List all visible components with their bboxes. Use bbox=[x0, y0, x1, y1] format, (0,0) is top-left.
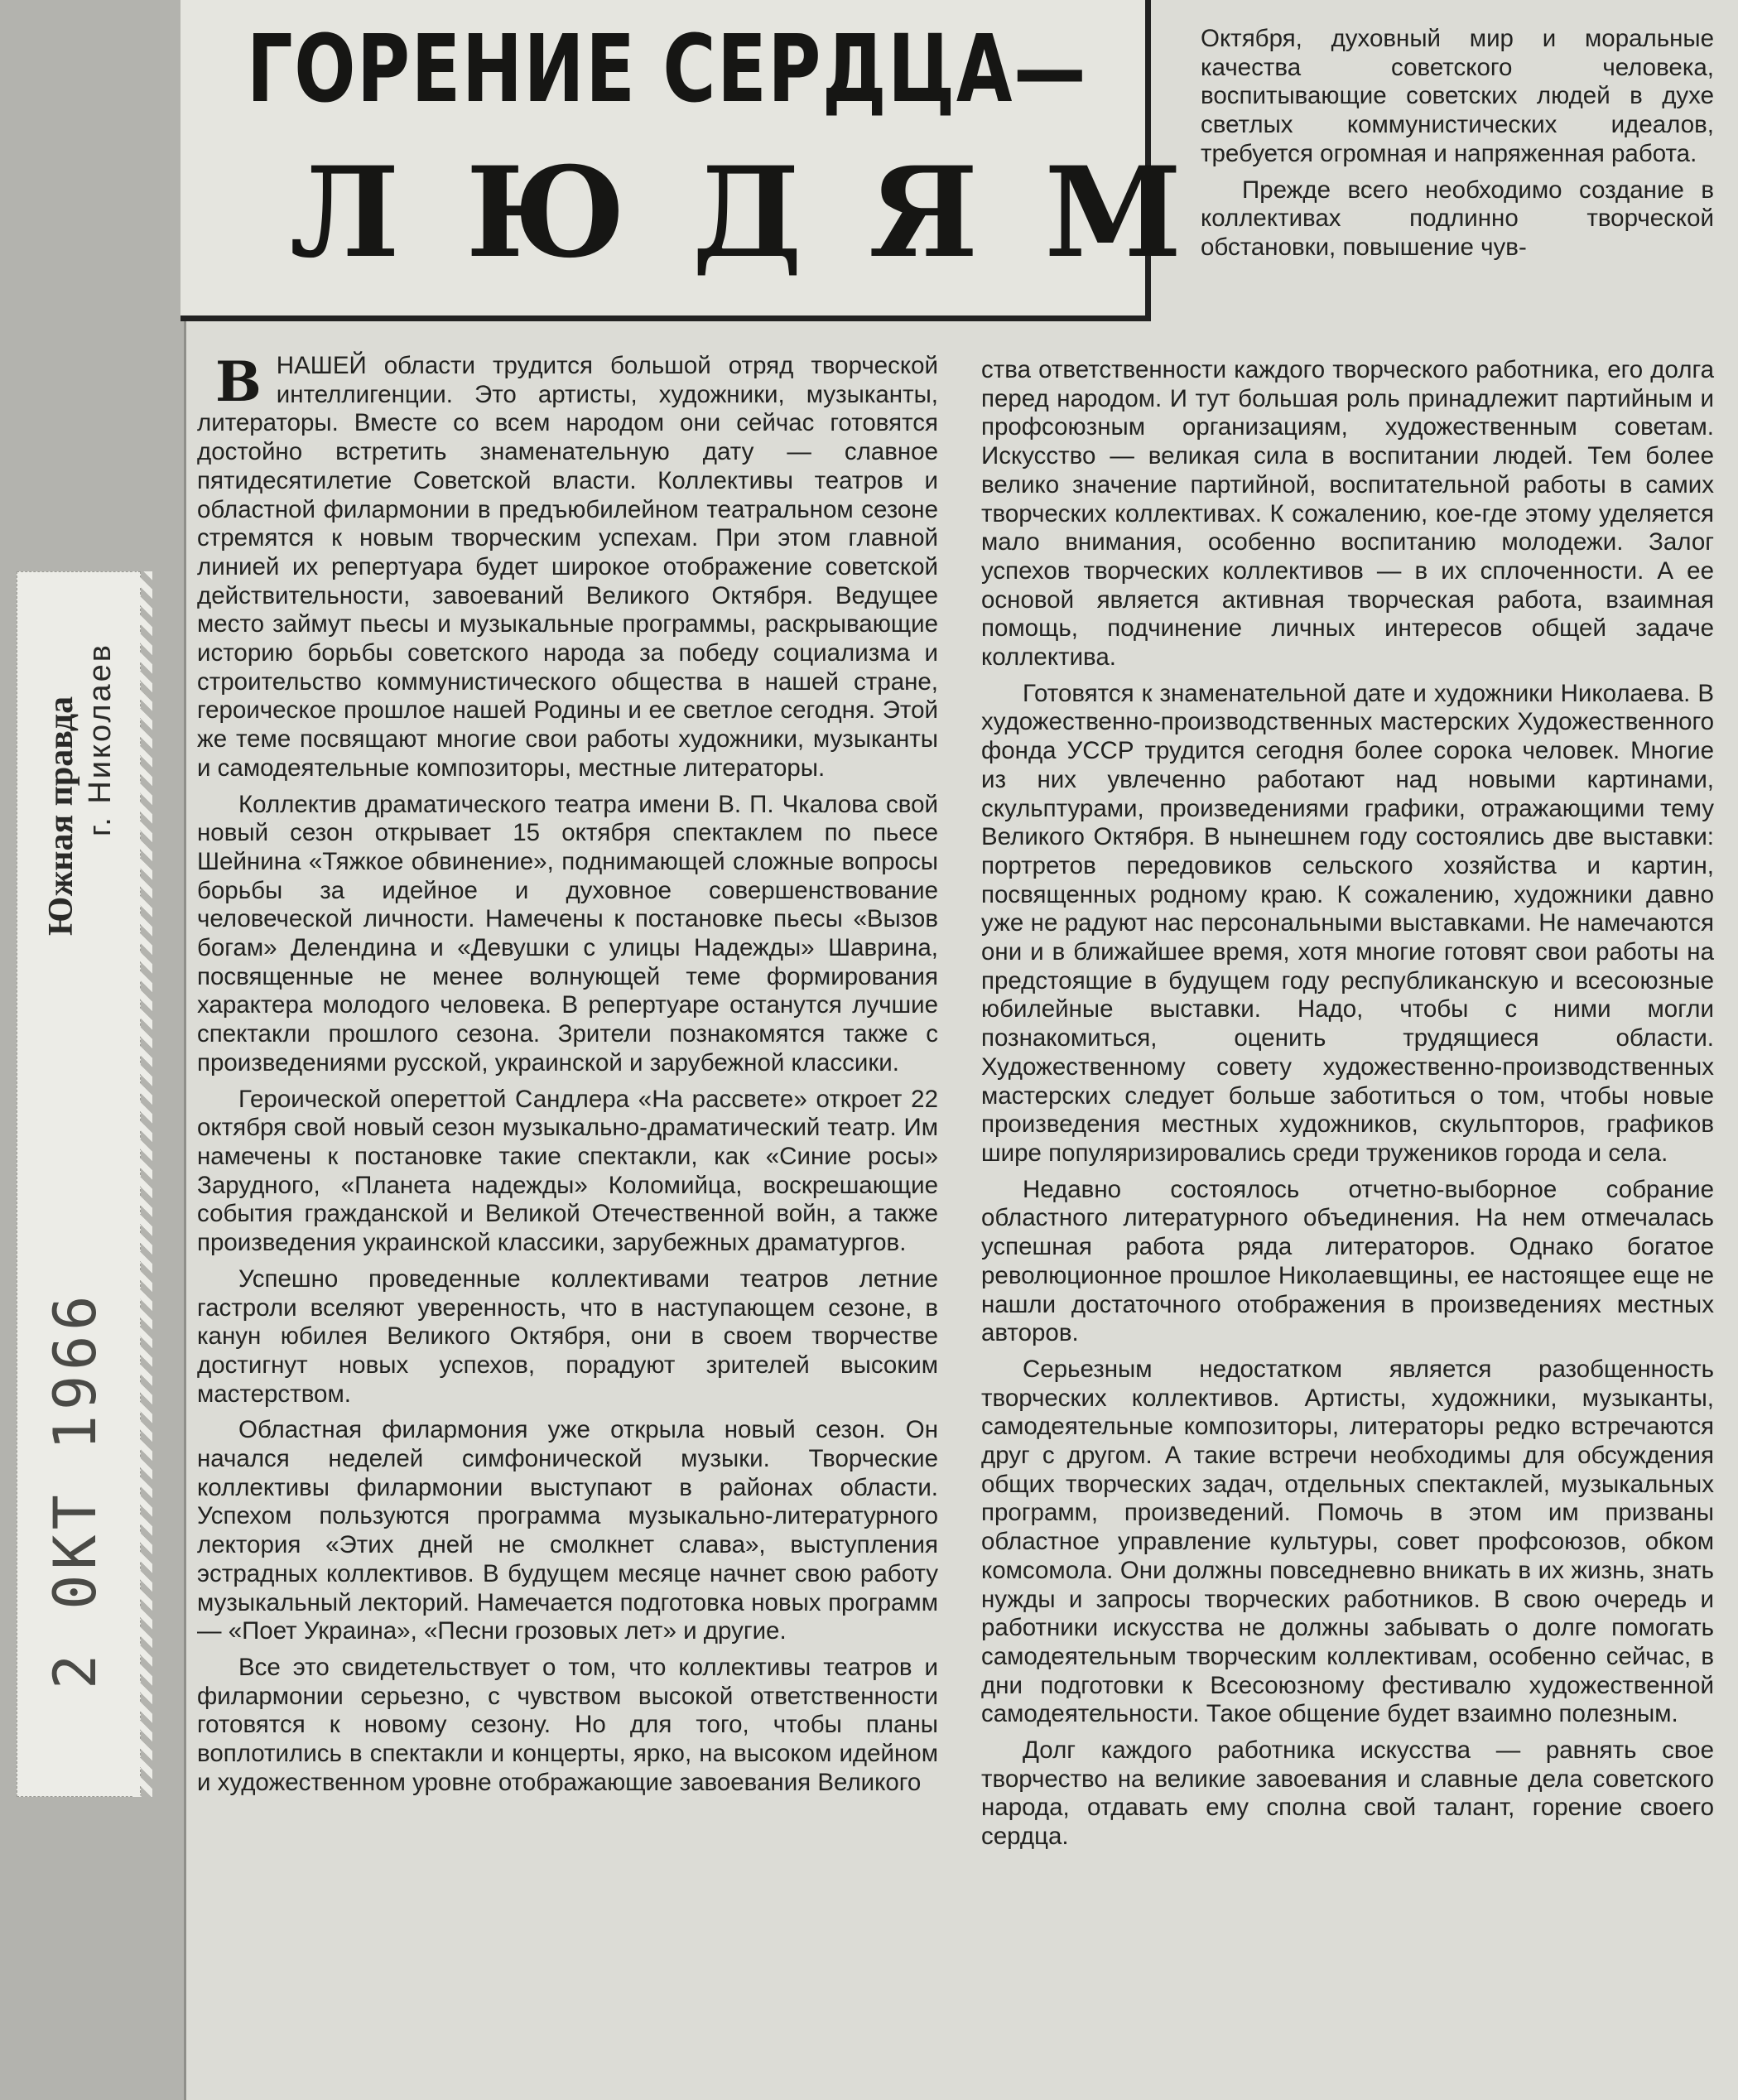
headline-line-2: ЛЮДЯМ bbox=[290, 140, 1249, 286]
newspaper-city: г. Николаев bbox=[83, 643, 118, 836]
headline-line-1: ГОРЕНИЕ СЕРДЦА— bbox=[247, 16, 1087, 123]
label-torn-edge bbox=[132, 571, 152, 1797]
article-column-1 bbox=[197, 349, 938, 2095]
paragraph: Героической опереттой Сандлера «На рассвете» откроет 22 октября свой новый сезон музыкально-драматический театр. Им намечены к постановке такие спектакли, как «Синие росы» Зарудного, «Планета надежды» Коломийца, воскрешающие события гражданской и Великой Отечественной войн, а также произведения украинской классики, зарубежных драматургов. bbox=[197, 1085, 938, 1257]
paragraph: Успешно проведенные коллективами театров летние гастроли вселяют уверенность, что в наступающем сезоне, в канун юбилея Великого Октября, они в своем творчестве достигнут новых успехов, порадуют зрителей высоким мастерством. bbox=[197, 1264, 938, 1408]
paragraph: Недавно состоялось отчетно-выборное собрание областного литературного объединения. На нем отмечалась успешная работа ряда литераторов. Однако богатое революционное прошлое Николаевщины, ее настоящее еще не нашли достаточного отображения в произведениях местных авторов. bbox=[981, 1175, 1714, 1347]
drop-cap: В bbox=[215, 349, 262, 414]
paragraph: Все это свидетельствует о том, что коллективы театров и филармонии серьезно, с чувством высокой ответственности готовятся к новому сезону. Но для того, чтобы планы воплотились в спектакли и концерты, ярко, на высоком идейном и художественном уровне отображающие завоевания Великого bbox=[197, 1653, 938, 1796]
article-column-2 bbox=[981, 356, 1714, 2095]
paragraph: Серьезным недостатком является разобщенность творческих коллективов. Артисты, художники, музыканты, самодеятельные композиторы, литераторы редко встречаются друг с другом. А такие встречи необходимы для обсуждения общих творческих задач, отдельных спектаклей, музыкальных программ, произведений. Помочь в этом им призваны областное управление культуры, совет профсоюзов, обком комсомола. Они должны повседневно вникать в их жизнь, знать нужды и запросы творческих работников. В свою очередь и работники искусства не должны забывать о долге помогать самодеятельным творческим коллективам, особенно сейчас, в дни подготовки к Всесоюзному фестивалю художественной самодеятельности. Такое общение будет взаимно полезным. bbox=[981, 1355, 1714, 1728]
paragraph: Долг каждого работника искусства — равнять свое творчество на великие завоевания и славные дела советского народа, отдавать ему сполна свой талант, горение своего сердца. bbox=[981, 1736, 1714, 1851]
newspaper-name: Южная правда bbox=[42, 696, 80, 936]
headline-box bbox=[181, 0, 1249, 321]
paragraph: Октября, духовный мир и моральные качества советского человека, воспитывающие советских людей в духе светлых коммунистических идеалов, требуется огромная и напряженная работа. bbox=[1201, 25, 1714, 167]
paragraph: ства ответственности каждого творческого работника, его долга перед народом. И тут большая роль принадлежит партийным и профсоюзным организациям, художественным советам. Искусство — великая сила в воспитании людей. Тем более велико значение партийной, воспитательной работы в самих творческих коллективах. К сожалению, кое-где этому уделяется мало внимания, особенно воспитанию молодежи. Залог успехов творческих коллективов — в их сплоченности. А ее основой является активная творческая работа, взаимная помощь, подчинение личных интересов общей задаче коллектива. bbox=[981, 356, 1714, 672]
date-stamp: 2 0КТ 1966 bbox=[41, 1290, 109, 1689]
paragraph: Готовятся к знаменательной дате и художники Николаева. В художественно-производственных мастерских Художественного фонда УССР трудится сегодня более сорока человек. Многие из них увлеченно работают над новыми картинами, скульптурами, произведениями графики, отражающими тему Великого Октября. В нынешнем году состоялись две выставки: портретов передовиков сельского хозяйства и картин, посвященных родному краю. К сожалению, художники давно уже не радуют нас персональными выставками. Не намечаются они и в ближайшее время, хотя многие готовят свои работы на предстоящие в будущем году республиканскую и всесоюзные юбилейные выставки. Надо, чтобы с ними могли познакомиться, оценить трудящиеся области. Художественному совету художественно-производственных мастерских следует больше заботиться о том, чтобы новые произведения местных художников, скульпторов, графиков шире популяризировались среди тружеников города и села. bbox=[981, 679, 1714, 1167]
paragraph-lead bbox=[197, 349, 938, 783]
paragraph: Прежде всего необходимо создание в коллективах подлинно творческой обстановки, повышение чув- bbox=[1201, 176, 1714, 261]
paragraph: Коллектив драматического театра имени В. П. Чкалова свой новый сезон открывает 15 октября спектаклем по пьесе Шейнина «Тяжкое обвинение», поднимающей сложные вопросы борьбы за идейное и духовное совершенствование человеческой личности. Намечены к постановке пьесы «Вызов богам» Делендина и «Девушки с улицы Надежды» Шаврина, посвященные не менее волнующей теме формирования характера молодого человека. В репертуаре останутся лучшие спектакли прошлого сезона. Зрители познакомятся также с произведениями русской, украинской и зарубежной классики. bbox=[197, 790, 938, 1076]
lead-text: НАШЕЙ области трудится большой отряд творческой интеллигенции. Это артисты, художники, музыканты, литераторы. Вместе со всем народом они сейчас готовятся достойно встретить знаменательную дату — славное пятидесятилетие Советской власти. Коллективы театров и областной филармонии в предъюбилейном театральном сезоне стремятся к новым творческим успехам. При этом главной линией их репертуара будет широкое отображение советской действительности, завоеваний Великого Октября. Ведущее место займут пьесы и музыкальные программы, раскрывающие историю борьбы советского народа за победу социализма и строительство коммунистического общества в нашей стране, героическое прошлое нашей Родины и ее светлое сегодня. Этой же теме посвящают многие свои работы художники, музыканты и самодеятельные композиторы, местные литераторы. bbox=[197, 352, 938, 782]
paragraph: Областная филармония уже открыла новый сезон. Он начался неделей симфонической музыки. Творческие коллективы филармонии выступают в районах области. Успехом пользуются программа музыкально-литературного лектория «Этих дней не смолкнет слава», выступления эстрадных коллективов. В будущем месяце начнет свою работу музыкальный лекторий. Намечается подготовка новых программ — «Поет Украина», «Песни грозовых лет» и другие. bbox=[197, 1416, 938, 1645]
article-column-2-top bbox=[1201, 25, 1714, 352]
